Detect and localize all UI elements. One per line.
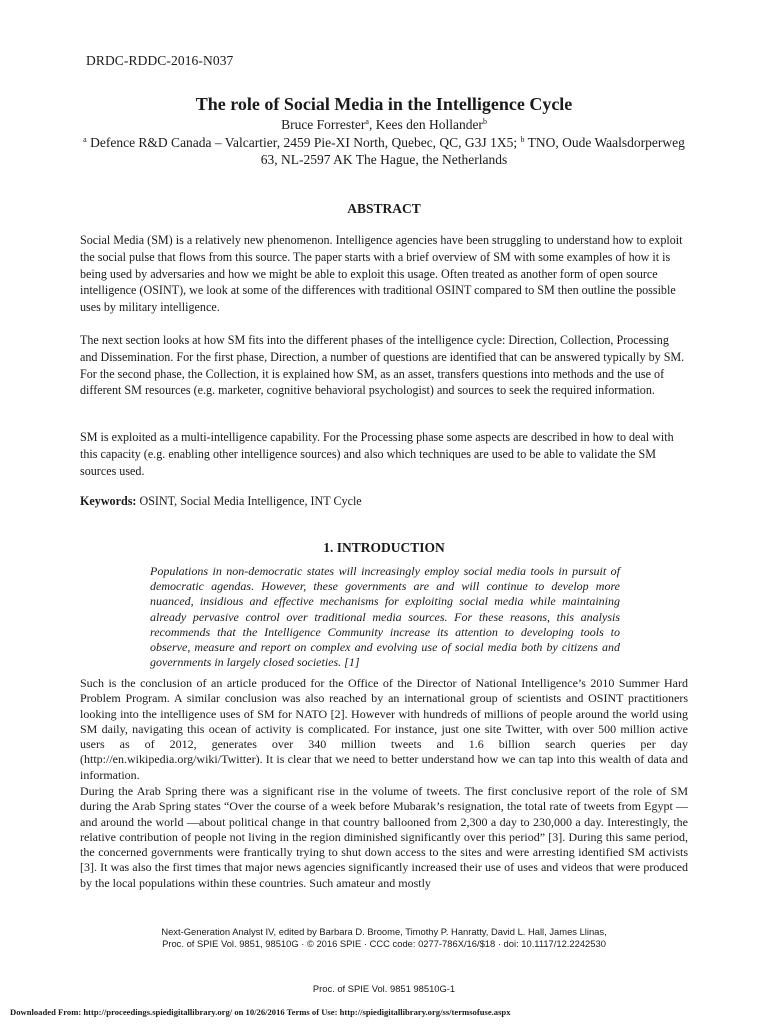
abstract-paragraph: The next section looks at how SM fits into the different phases of the intelligence cycle: Direction, Collection, Processing and Dissemination. For the first phase, Direction, a number of questions are identified that can be answered typically by SM. For the second phase, the Collection, it is explained how SM, as an asset, transfers questions into methods and the use of different SM resources (e.g. marketer, cognitive behavioral psychologist) and sources to seek the required information. — [80, 333, 685, 398]
affiliation-marker: a — [83, 135, 87, 144]
page-number: Proc. of SPIE Vol. 9851 98510G-1 — [312, 983, 456, 994]
footer-line: Proc. of SPIE Vol. 9851, 98510G · © 2016 SPIE · CCC code: 0277-786X/16/$18 · doi: 10.1117/12.2242530 — [162, 938, 606, 949]
author-name: Kees den Hollander — [375, 117, 483, 132]
affiliation-text: Defence R&D Canada – Valcartier, 2459 Pie-XI North, Quebec, QC, G3J 1X5; — [86, 135, 521, 150]
affiliation-text: TNO, Oude Waalsdorperweg 63, NL-2597 AK The Hague, the Netherlands — [260, 135, 685, 167]
body-paragraph: Such is the conclusion of an article produced for the Office of the Director of National Intelligence’s 2010 Summer Hard Problem Program. A similar conclusion was also reached by an international group of scientists and OSINT practitioners looking into the intelligence uses of SM for NATO [2]. However with hundreds of millions of people around the world using SM daily, navigating this ocean of activity is complicated. For instance, just one site Twitter, with over 500 million active users as of 2012, generates over 340 million tweets and 1.6 billion search queries per day (http://en.wikipedia.org/wiki/Twitter). It is clear that we need to better understand how we can tap into this wealth of data and information. — [80, 676, 688, 782]
footer-line: Next-Generation Analyst IV, edited by Barbara D. Broome, Timothy P. Hanratty, David L. Hall, James Llinas, — [161, 926, 607, 937]
abstract-paragraph: Social Media (SM) is a relatively new phenomenon. Intelligence agencies have been struggling to understand how to exploit the social pulse that flows from this source. The paper starts with a brief overview of SM with some examples of how it is being used by adversaries and how we might be able to exploit this usage. Often treated as another form of open source intelligence (OSINT), we look at some of the differences with traditional OSINT compared to SM then outline the possible uses by military intelligence. — [80, 233, 683, 315]
section-heading: 1. INTRODUCTION — [323, 540, 445, 555]
publication-footer — [0, 926, 768, 950]
affiliation-marker: a — [365, 117, 369, 126]
author-separator: , — [368, 117, 376, 132]
abstract-heading: ABSTRACT — [347, 201, 421, 216]
block-quote: Populations in non-democratic states will increasingly employ social media tools in pursuit of democratic agendas. However, these governments are and will continue to develop more nuanced, insidious and effective mechanisms for exploiting social media while maintaining already pervasive control over traditional media sources. For these reasons, this analysis recommends that the Intelligence Community increase its attention to developing tools to observe, measure and report on complex and evolving use of social media both by citizens and governments in largely closed societies. [1] — [150, 564, 620, 670]
affiliation-marker: b — [482, 117, 487, 126]
document-id: DRDC-RDDC-2016-N037 — [86, 53, 234, 68]
download-notice: Downloaded From: http://proceedings.spiedigitallibrary.org/ on 10/26/2016 Terms of Use: http://spiedigitallibrary.org/ss/termsofuse.aspx — [10, 1007, 511, 1017]
keywords-label: Keywords: — [80, 494, 137, 508]
paper-title: The role of Social Media in the Intelligence Cycle — [195, 94, 573, 114]
affiliations — [80, 134, 688, 168]
author-name: Bruce Forrester — [281, 117, 366, 132]
author-line — [0, 117, 768, 133]
affiliation-marker: b — [520, 135, 525, 144]
abstract-paragraph: SM is exploited as a multi-intelligence capability. For the Processing phase some aspects are described in how to deal with this capacity (e.g. enabling other intelligence sources) and also which techniques are used to be able to validate the SM sources used. — [80, 430, 674, 478]
body-paragraph: During the Arab Spring there was a significant rise in the volume of tweets. The first conclusive report of the role of SM during the Arab Spring states “Over the course of a week before Mubarak’s resignation, the total rate of tweets from Egypt —and around the world —about political change in that country ballooned from 2,300 a day to 230,000 a day. Interestingly, the relative contribution of people not living in the region diminished significantly over this period” [3]. During this same period, the concerned governments were frantically trying to shut down access to the sites and were arresting identified SM activists [3]. It was also the first times that major news agencies significantly increased their use of uses and videos that were produced by the local populations within these countries. Such amateur and mostly — [80, 784, 688, 890]
keywords-text: OSINT, Social Media Intelligence, INT Cycle — [136, 494, 362, 508]
keywords-line — [80, 493, 688, 510]
